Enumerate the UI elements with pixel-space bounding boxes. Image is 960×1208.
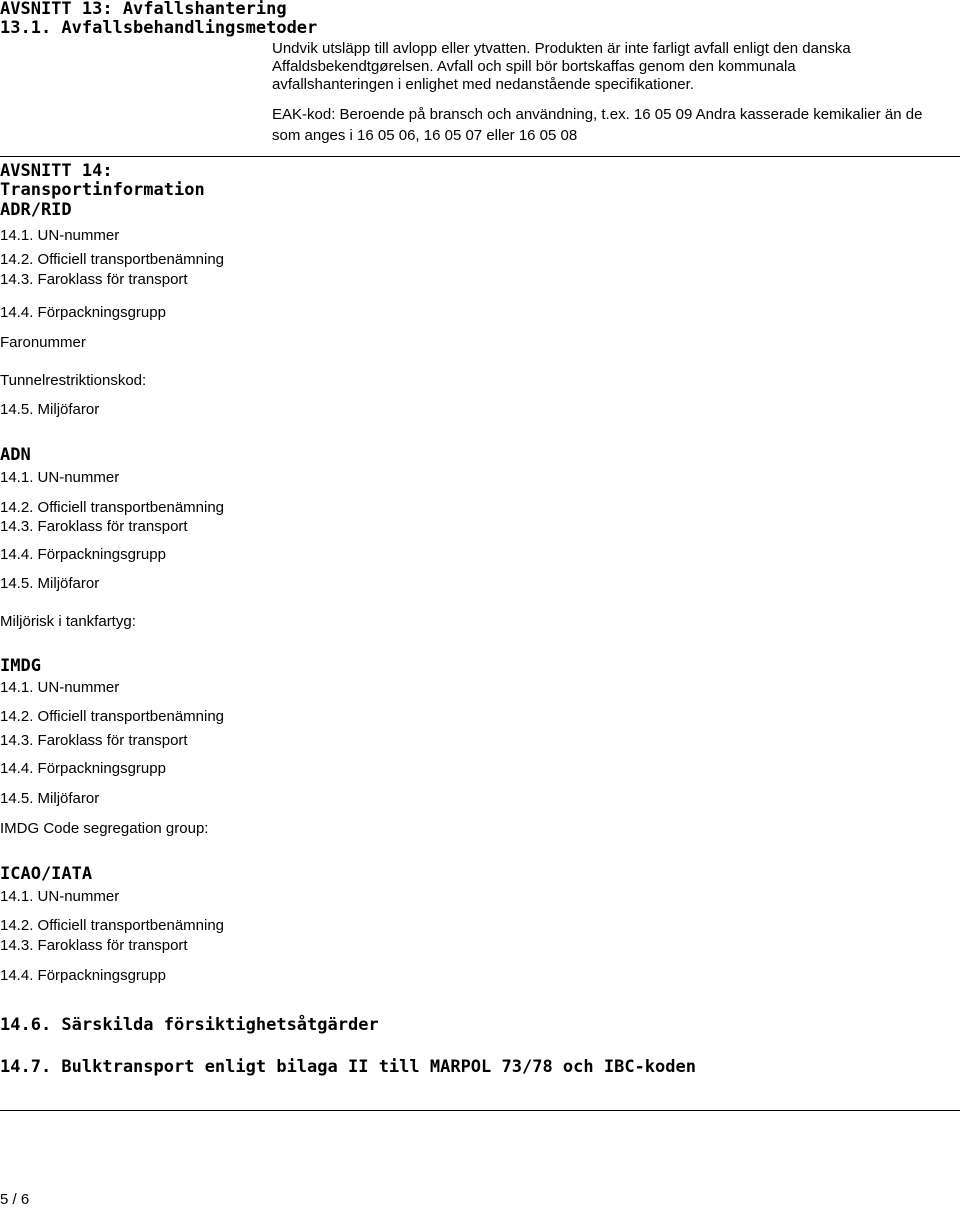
adn-environmental-hazards: 14.5. Miljöfaror <box>0 575 100 592</box>
section14-title-line-1: AVSNITT 14: <box>0 161 113 181</box>
imdg-shipping-name: 14.2. Officiell transportbenämning <box>0 708 225 725</box>
adn-shipping-name: 14.2. Officiell transportbenämning <box>0 499 225 516</box>
icao-iata-heading: ICAO/IATA <box>0 864 93 884</box>
adr-hazard-number: Faronummer <box>0 334 86 351</box>
bulk-transport-heading: 14.7. Bulktransport enligt bilaga II till MARPOL 73/78 och IBC-koden <box>0 1057 696 1077</box>
adn-un-number: 14.1. UN-nummer <box>0 469 120 486</box>
imdg-environmental-hazards: 14.5. Miljöfaror <box>0 790 100 807</box>
disposal-text-line-3: avfallshanteringen i enlighet med nedanstående specifikationer. <box>272 76 694 93</box>
adr-un-number: 14.1. UN-nummer <box>0 227 120 244</box>
adn-hazard-class: 14.3. Faroklass för transport <box>0 518 188 535</box>
eak-code-line-2: som anges i 16 05 06, 16 05 07 eller 16 05 08 <box>272 127 578 144</box>
section13-subtitle: 13.1. Avfallsbehandlingsmetoder <box>0 18 318 38</box>
imdg-un-number: 14.1. UN-nummer <box>0 679 120 696</box>
disposal-text-line-2: Affaldsbekendtgørelsen. Avfall och spill bör bortskaffas genom den kommunala <box>272 58 796 75</box>
section13-title: AVSNITT 13: Avfallshantering <box>0 0 287 19</box>
adr-hazard-class: 14.3. Faroklass för transport <box>0 271 188 288</box>
adr-packing-group: 14.4. Förpackningsgrupp <box>0 304 166 321</box>
icao-hazard-class: 14.3. Faroklass för transport <box>0 937 188 954</box>
adn-packing-group: 14.4. Förpackningsgrupp <box>0 546 166 563</box>
imdg-packing-group: 14.4. Förpackningsgrupp <box>0 760 166 777</box>
adr-environmental-hazards: 14.5. Miljöfaror <box>0 401 100 418</box>
adn-heading: ADN <box>0 445 31 465</box>
section-divider <box>0 156 960 157</box>
footer-divider <box>0 1110 960 1111</box>
icao-packing-group: 14.4. Förpackningsgrupp <box>0 967 166 984</box>
disposal-text-line-1: Undvik utsläpp till avlopp eller ytvatten. Produkten är inte farligt avfall enligt den danska <box>272 40 851 57</box>
imdg-segregation-group: IMDG Code segregation group: <box>0 820 209 837</box>
adn-tanker-risk: Miljörisk i tankfartyg: <box>0 613 136 630</box>
eak-code-line-1: EAK-kod: Beroende på bransch och användning, t.ex. 16 05 09 Andra kasserade kemikalier än de <box>272 106 923 123</box>
adr-rid-heading: ADR/RID <box>0 200 72 220</box>
section14-title-line-2: Transportinformation <box>0 180 205 200</box>
imdg-hazard-class: 14.3. Faroklass för transport <box>0 732 188 749</box>
icao-shipping-name: 14.2. Officiell transportbenämning <box>0 917 225 934</box>
adr-shipping-name: 14.2. Officiell transportbenämning <box>0 251 225 268</box>
imdg-heading: IMDG <box>0 656 41 676</box>
icao-un-number: 14.1. UN-nummer <box>0 888 120 905</box>
special-precautions-heading: 14.6. Särskilda försiktighetsåtgärder <box>0 1015 379 1035</box>
adr-tunnel-code: Tunnelrestriktionskod: <box>0 372 147 389</box>
page-number: 5 / 6 <box>0 1191 30 1208</box>
